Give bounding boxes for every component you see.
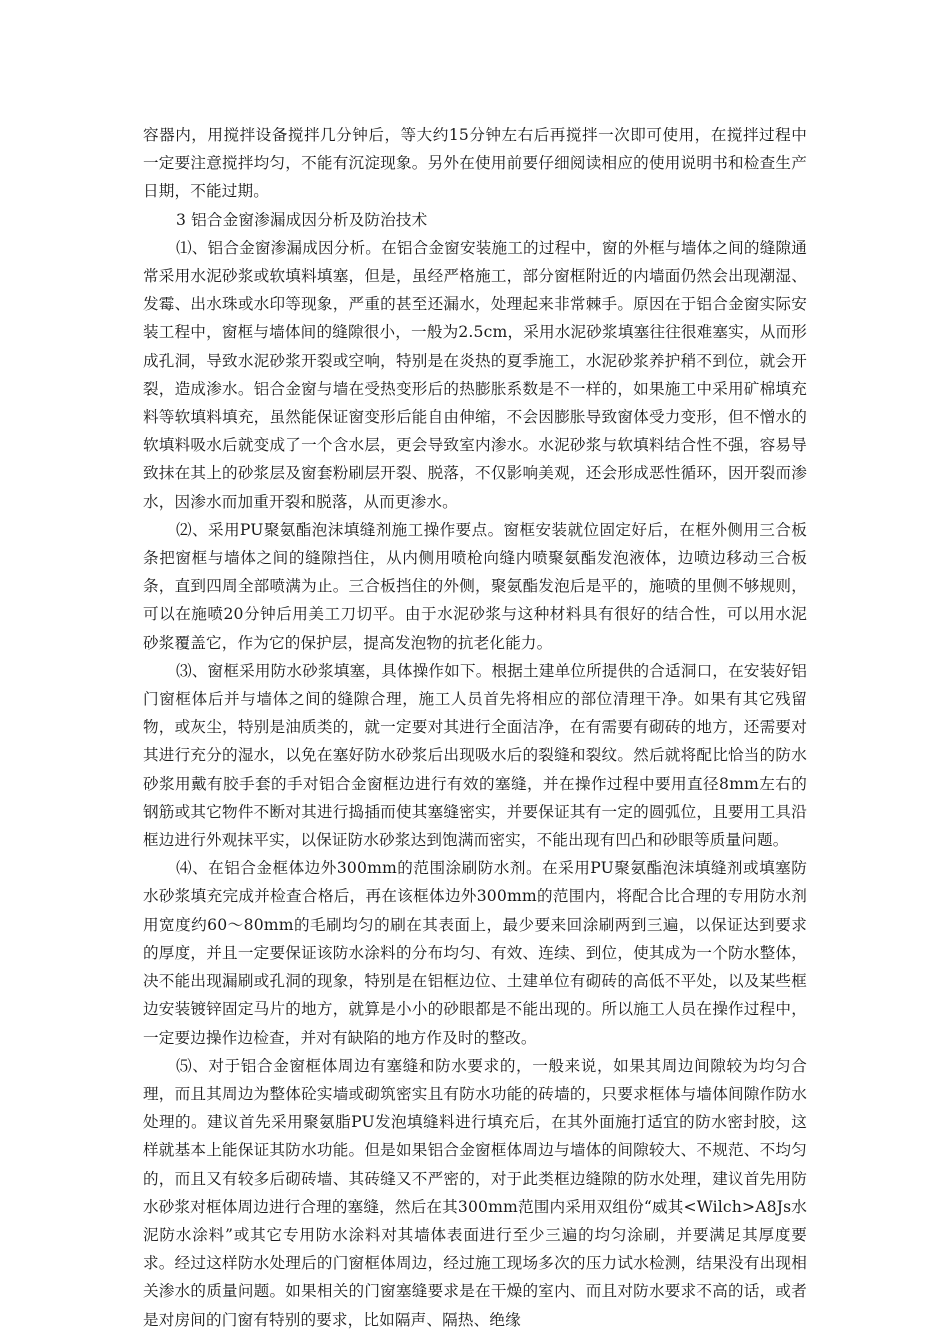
section-heading: 3 铝合金窗渗漏成因分析及防治技术 (176, 210, 428, 229)
paragraph-item-1: ⑴、铝合金窗渗漏成因分析。在铝合金窗安装施工的过程中，窗的外框与墙体之间的缝隙通常采用水泥砂浆或软填料填塞，但是，虽经严格施工，部分窗框附近的内墙面仍然会出现潮湿、发霉、出水珠或水印等现象，严重的甚至还漏水，处理起来非常棘手。原因在于铝合金窗实际安装工程中，窗框与墙体间的缝隙很小，一般为2.5cm，采用水泥砂浆填塞往往很难塞实，从而形成孔洞，导致水泥砂浆开裂或空响，特别是在炎热的夏季施工，水泥砂浆养护稍不到位，就会开裂，造成渗水。铝合金窗与墙在受热变形后的热膨胀系数是不一样的，如果施工中采用矿棉填充料等软填料填充，虽然能保证窗变形后能自由伸缩，不会因膨胀导致窗体受力变形，但不憎水的软填料吸水后就变成了一个含水层，更会导致室内渗水。水泥砂浆与软填料结合性不强，容易导致抹在其上的砂浆层及窗套粉刷层开裂、脱落，不仅影响美观，还会形成恶性循环，因开裂而渗水，因渗水而加重开裂和脱落，从而更渗水。 (143, 238, 807, 511)
document-body (143, 121, 807, 1334)
paragraph-item-5: ⑸、对于铝合金窗框体周边有塞缝和防水要求的，一般来说，如果其周边间隙较为均匀合理，而且其周边为整体砼实墙或砌筑密实且有防水功能的砖墙的，只要求框体与墙体间隙作防水处理的。建议首先采用聚氨脂PU发泡填缝料进行填充后，在其外面施打适宜的防水密封胶，这样就基本上能保证其防水功能。但是如果铝合金窗框体周边与墙体的间隙较大、不规范、不均匀的，而且又有较多后砌砖墙、其砖缝又不严密的，对于此类框边缝隙的防水处理，建议首先用防水砂浆对框体周边进行合理的塞缝，然后在其300mm范围内采用双组份“威其<Wilch>A8Js水泥防水涂料”或其它专用防水涂料对其墙体表面进行至少三遍的均匀涂刷，并要满足其厚度要求。经过这样防水处理后的门窗框体周边，经过施工现场多次的压力试水检测，结果没有出现相关渗水的质量问题。如果相关的门窗塞缝要求是在干燥的室内、而且对防水要求不高的话，或者是对房间的门窗有特别的要求，比如隔声、隔热、绝缘 (143, 1056, 807, 1329)
paragraph-continuation: 容器内，用搅拌设备搅拌几分钟后，等大约15分钟左右后再搅拌一次即可使用，在搅拌过程中一定要注意搅拌均匀，不能有沉淀现象。另外在使用前要仔细阅读相应的使用说明书和检查生产日期，不能过期。 (143, 126, 807, 201)
paragraph-item-4: ⑷、在铝合金框体边外300mm的范围涂刷防水剂。在采用PU聚氨酯泡沫填缝剂或填塞防水砂浆填充完成并检查合格后，再在该框体边外300mm的范围内，将配合比合理的专用防水剂用宽度约60～80mm的毛刷均匀的刷在其表面上，最少要来回涂刷两到三遍，以保证达到要求的厚度，并且一定要保证该防水涂料的分布均匀、有效、连续、到位，使其成为一个防水整体，决不能出现漏刷或孔洞的现象，特别是在铝框边位、土建单位有砌砖的高低不平处，以及某些框边安装镀锌固定马片的地方，就算是小小的砂眼都是不能出现的。所以施工人员在操作过程中，一定要边操作边检查，并对有缺陷的地方作及时的整改。 (143, 859, 807, 1047)
paragraph-item-2: ⑵、采用PU聚氨酯泡沫填缝剂施工操作要点。窗框安装就位固定好后，在框外侧用三合板条把窗框与墙体之间的缝隙挡住，从内侧用喷枪向缝内喷聚氨酯发泡液体，边喷边移动三合板条，直到四周全部喷满为止。三合板挡住的外侧，聚氨酯发泡后是平的，施喷的里侧不够规则，可以在施喷20分钟后用美工刀切平。由于水泥砂浆与这种材料具有很好的结合性，可以用水泥砂浆覆盖它，作为它的保护层，提高发泡物的抗老化能力。 (143, 520, 807, 652)
paragraph-item-3: ⑶、窗框采用防水砂浆填塞，具体操作如下。根据土建单位所提供的合适洞口，在安装好铝门窗框体后并与墙体之间的缝隙合理，施工人员首先将相应的部位清理干净。如果有其它残留物，或灰尘，特别是油质类的，就一定要对其进行全面洁净，在有需要有砌砖的地方，还需要对其进行充分的湿水，以免在塞好防水砂浆后出现吸水后的裂缝和裂纹。然后就将配比恰当的防水砂浆用戴有胶手套的手对铝合金窗框边进行有效的塞缝，并在操作过程中要用直径8mm左右的钢筋或其它物件不断对其进行捣插而使其塞缝密实，并要保证其有一定的圆弧位，且要用工具沿框边进行外观抹平实，以保证防水砂浆达到饱满而密实，不能出现有凹凸和砂眼等质量问题。 (143, 661, 807, 850)
